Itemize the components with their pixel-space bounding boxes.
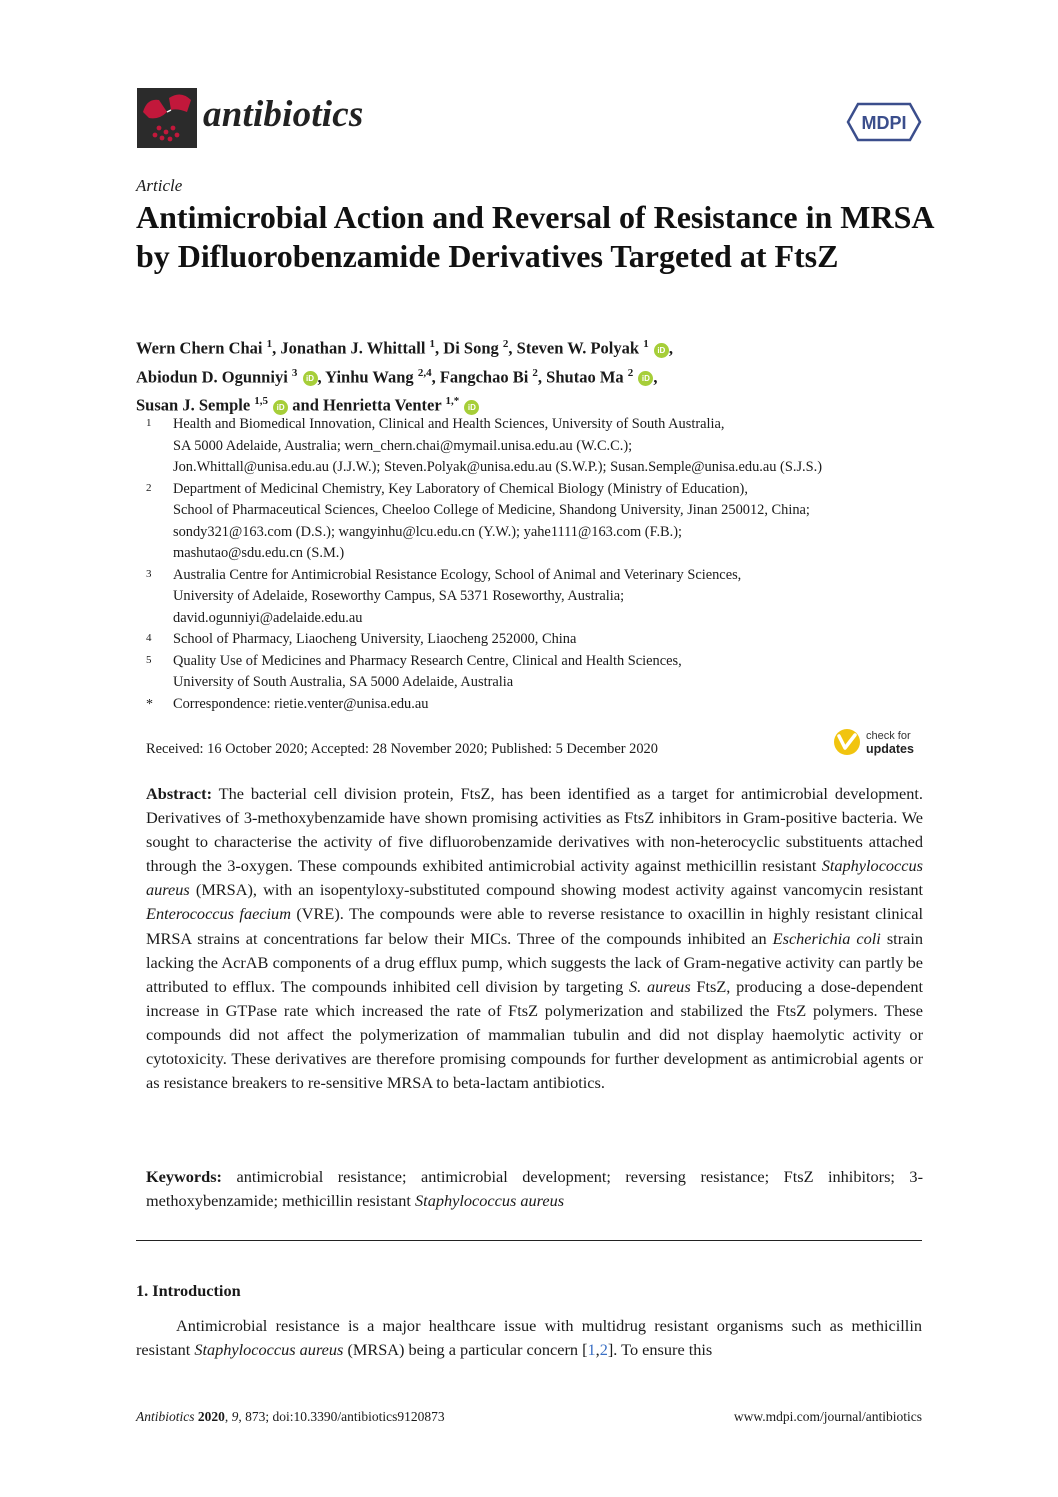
- body-text: antimicrobial resistance; antimicrobial development; reversing resistance; FtsZ inhibitors; 3-methoxybenzamide; methicillin resistant: [146, 1167, 923, 1211]
- italic-text: Staphylococcus aureus: [146, 856, 923, 900]
- check-updates-line2: updates: [866, 742, 914, 756]
- abstract: [146, 782, 923, 1095]
- affiliation-number: 2: [146, 481, 152, 494]
- publication-dates: Received: 16 October 2020; Accepted: 28 November 2020; Published: 5 December 2020: [146, 741, 658, 757]
- body-text: (MRSA) being a particular concern [: [343, 1340, 588, 1360]
- affiliations: [136, 414, 936, 715]
- body-text: Antimicrobial resistance is a major healthcare issue with multidrug resistant organisms such as methicillin resistant: [136, 1316, 922, 1360]
- affiliation-item: [136, 479, 936, 565]
- body-text: (MRSA), with an isopentyloxy-substituted compound showing modest activity against vancomycin resistant: [189, 880, 923, 900]
- footer-volume: 9: [231, 1409, 239, 1424]
- orcid-icon[interactable]: iD: [638, 371, 653, 386]
- author-name: Shutao Ma: [546, 367, 624, 386]
- author-affiliation-mark: 2: [627, 366, 634, 379]
- footer-journal: Antibiotics: [136, 1409, 195, 1424]
- author-affiliation-mark: 1: [429, 338, 436, 350]
- author-separator: ,: [431, 367, 440, 386]
- citation-link[interactable]: 1: [587, 1340, 596, 1360]
- paper-title: Antimicrobial Action and Reversal of Resistance in MRSA by Difluorobenzamide Derivatives Targeted at FtsZ: [136, 199, 933, 274]
- author-affiliation-mark: 3: [291, 366, 298, 379]
- affiliation-text: Correspondence: rietie.venter@unisa.edu.au: [173, 695, 429, 712]
- citation-link[interactable]: 2: [599, 1340, 608, 1360]
- body-text: FtsZ, producing a dose-dependent increase in GTPase rate which increased the rate of FtsZ polymerization and stabilized the FtsZ polymers. These compounds did not affect the polymerization of mammalian tubulin and did not display haemolytic activity or cytotoxicity. These derivatives are therefore promising compounds for further development as antimicrobial agents or as resistance breakers to re-sensitive MRSA to beta-lactam antibiotics.: [146, 976, 924, 1093]
- affiliation-item: [136, 565, 936, 630]
- author-separator: ,: [508, 338, 517, 358]
- affiliation-text: School of Pharmacy, Liaocheng University, Liaocheng 252000, China: [173, 631, 577, 647]
- affiliation-text: Australia Centre for Antimicrobial Resistance Ecology, School of Animal and Veterinary Sciences, University of Adelaide, Roseworthy Campus, SA 5371 Roseworthy, Australia; david.ogunniyi@adelaide.edu.au: [173, 566, 742, 626]
- italic-text: S. aureus: [628, 976, 691, 996]
- footer-url[interactable]: www.mdpi.com/journal/antibiotics: [733, 1409, 922, 1424]
- check-for-updates-badge[interactable]: [833, 728, 929, 760]
- author-separator: and: [288, 395, 324, 415]
- check-icon: [833, 728, 861, 756]
- affiliation-number: 1: [146, 417, 152, 429]
- orcid-icon[interactable]: iD: [654, 343, 669, 358]
- affiliation-item: [136, 414, 936, 479]
- author-affiliation-mark: 1: [643, 338, 649, 350]
- author-name: Steven W. Polyak: [516, 338, 640, 358]
- article-type: Article: [136, 176, 183, 195]
- body-text: ]. To ensure this: [607, 1340, 713, 1360]
- orcid-icon[interactable]: iD: [464, 400, 479, 415]
- affiliation-item: [136, 694, 936, 716]
- italic-text: Enterococcus faecium: [146, 904, 291, 924]
- affiliation-number: 4: [146, 632, 152, 644]
- author-separator: ,: [653, 367, 658, 386]
- affiliation-text: Health and Biomedical Innovation, Clinical and Health Sciences, University of South Australia, SA 5000 Adelaide, Australia; wern_chern.chai@mymail.unisa.edu.au (W.C.C.); Jon.Whittall@unisa.edu.au (J.J.W.); Steven.Polyak@unisa.edu.au (S.W.P.); Susan.Semple@unisa.edu.au (S.J.S.): [173, 416, 823, 475]
- body-text: (VRE). The compounds were able to reverse resistance to oxacillin in highly resistant clinical MRSA strains at concentrations far below their MICs. Three of the compounds inhibited an: [146, 904, 923, 948]
- author-affiliation-mark: 1,*: [445, 395, 460, 407]
- author-name: Henrietta Venter: [323, 395, 442, 415]
- author-name: Wern Chern Chai: [136, 338, 263, 358]
- author-affiliation-mark: 1,5: [254, 395, 269, 407]
- body-text: ,: [595, 1340, 600, 1360]
- keywords: [146, 1165, 923, 1213]
- affiliation-text: Quality Use of Medicines and Pharmacy Research Centre, Clinical and Health Sciences, University of South Australia, SA 5000 Adelaide, Australia: [173, 652, 682, 690]
- italic-text: Staphylococcus aureus: [415, 1191, 565, 1211]
- author-separator: ,: [317, 367, 326, 386]
- author-separator: ,: [435, 338, 444, 358]
- mdpi-logo: [846, 100, 922, 144]
- check-updates-line1: check for: [866, 730, 911, 742]
- author-separator: ,: [668, 338, 673, 358]
- italic-text: Staphylococcus aureus: [194, 1340, 344, 1360]
- italic-text: Escherichia coli: [772, 928, 881, 948]
- affiliation-item: [136, 651, 936, 694]
- intro-paragraph: [136, 1314, 922, 1362]
- footer-year: 2020: [197, 1409, 225, 1424]
- affiliation-number: 5: [146, 653, 152, 666]
- author-affiliation-mark: 2: [502, 338, 509, 350]
- author-separator: ,: [537, 367, 547, 386]
- author-name: Susan J. Semple: [136, 395, 251, 415]
- author-affiliation-mark: 2: [532, 366, 538, 379]
- affiliation-number: 3: [146, 567, 152, 580]
- affiliation-number: *: [146, 696, 153, 712]
- footer-citation: Antibiotics 2020, 9, 873; doi:10.3390/antibiotics9120873: [136, 1409, 445, 1424]
- footer-doi: , 873; doi:10.3390/antibiotics9120873: [238, 1409, 445, 1424]
- journal-logo: [137, 88, 197, 148]
- author-list: [136, 332, 936, 418]
- author-name: Di Song: [443, 338, 499, 358]
- body-text: strain lacking the AcrAB components of a drug efflux pump, which suggests the lack of Gram-negative activity can partly be attributed to efflux. The compounds inhibited cell division by targeting: [146, 928, 924, 996]
- orcid-icon[interactable]: iD: [303, 371, 318, 386]
- block-label: Keywords:: [146, 1167, 222, 1186]
- author-affiliation-mark: 2,4: [417, 366, 432, 379]
- section-divider: [136, 1240, 922, 1241]
- author-name: Abiodun D. Ogunniyi: [136, 367, 288, 386]
- block-label: Abstract:: [146, 784, 213, 803]
- author-name: Yinhu Wang: [325, 367, 414, 386]
- author-separator: ,: [272, 338, 281, 358]
- author-name: Fangchao Bi: [439, 367, 529, 386]
- affiliation-item: [136, 629, 936, 651]
- mdpi-logo-text: MDPI: [861, 113, 907, 133]
- author-name: Jonathan J. Whittall: [280, 338, 426, 358]
- affiliation-text: Department of Medicinal Chemistry, Key Laboratory of Chemical Biology (Ministry of Education), School of Pharmaceutical Sciences, Cheeloo College of Medicine, Shandong University, Jinan 250012, China; sondy321@163.com (D.S.); wangyinhu@lcu.edu.cn (Y.W.); yahe1111@163.com (F.B.); mashutao@sdu.edu.cn (S.M.): [173, 480, 810, 561]
- body-text: The bacterial cell division protein, FtsZ, has been identified as a target for antimicrobial development. Derivatives of 3-methoxybenzamide have shown promising activities as FtsZ inhibitors in Gram-positive bacteria. We sought to characterise the activity of five difluorobenzamide derivatives with non-heterocyclic substituents attached through the 3-oxygen. These compounds exhibited antimicrobial activity against methicillin resistant: [146, 784, 923, 876]
- section-heading: 1. Introduction: [136, 1281, 241, 1300]
- author-affiliation-mark: 1: [266, 338, 273, 350]
- journal-name: antibiotics: [203, 94, 364, 135]
- orcid-icon[interactable]: iD: [273, 400, 288, 415]
